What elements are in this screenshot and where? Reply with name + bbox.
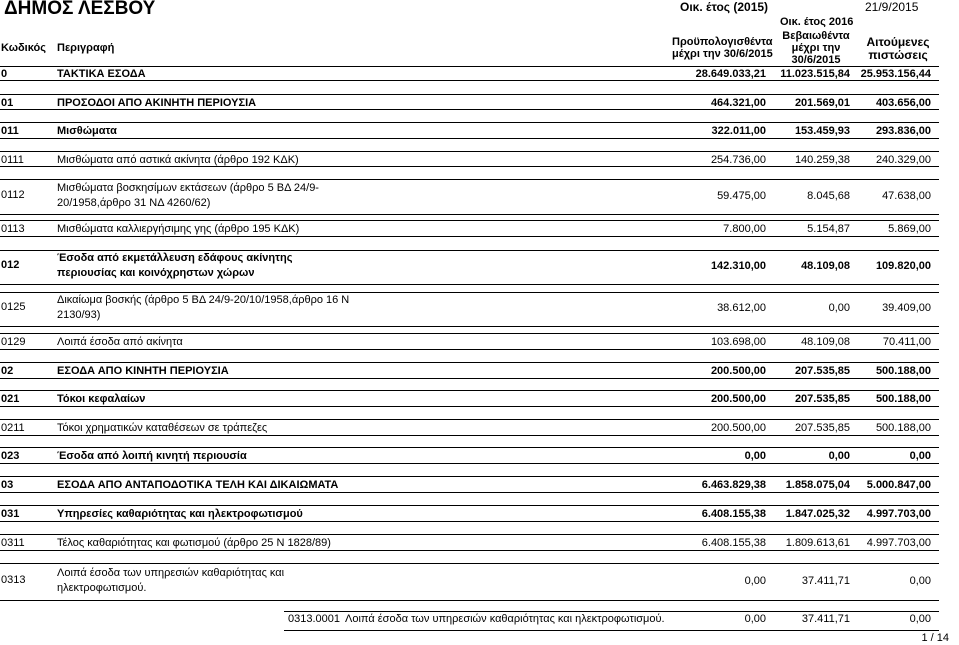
- row-requested: 403.656,00: [875, 97, 931, 109]
- row-divider: [0, 563, 939, 564]
- row-certified: 0,00: [828, 450, 850, 462]
- row-budgeted: 6.408.155,38: [701, 508, 766, 520]
- row-code: 0129: [1, 336, 26, 348]
- sub-row-budgeted: 0,00: [744, 613, 766, 625]
- row-requested: 4.997.703,00: [866, 508, 931, 520]
- row-description-line2: περιουσίας και κοινόχρηστων χώρων: [57, 267, 255, 279]
- row-requested: 25.953.156,44: [860, 68, 931, 80]
- page-number: 1 / 14: [921, 632, 949, 644]
- row-divider: [0, 250, 939, 251]
- row-code: 021: [1, 393, 20, 405]
- row-divider: [0, 292, 939, 293]
- row-description: Τέλος καθαριότητας και φωτισμού (άρθρο 25 Ν 1828/89): [57, 537, 331, 549]
- row-description-line1: Δικαίωμα βοσκής (άρθρο 5 ΒΔ 24/9-20/10/1958,άρθρο 16 Ν: [57, 294, 350, 306]
- row-code: 0111: [1, 154, 24, 166]
- row-description: Λοιπά έσοδα από ακίνητα: [57, 336, 183, 348]
- col-header-budgeted: [672, 36, 772, 60]
- row-description: Μισθώματα καλλιεργήσιμης γης (άρθρο 195 ΚΔΚ): [57, 223, 300, 235]
- row-requested: 240.329,00: [875, 154, 931, 166]
- row-divider: [0, 151, 939, 152]
- col-header-certified-line2: μέχρι την: [791, 42, 841, 54]
- row-divider: [0, 179, 939, 180]
- row-divider: [0, 600, 939, 601]
- row-requested: 500.188,00: [875, 365, 931, 377]
- row-code: 0125: [1, 301, 26, 313]
- row-certified: 11.023.515,84: [780, 68, 850, 80]
- fiscal-year-label: Οικ. έτος (2015): [680, 0, 769, 14]
- row-requested: 4.997.703,00: [866, 537, 931, 549]
- row-budgeted: 103.698,00: [710, 336, 766, 348]
- row-divider: [0, 333, 939, 334]
- row-divider: [0, 463, 939, 464]
- row-requested: 0,00: [909, 575, 931, 587]
- row-budgeted: 200.500,00: [710, 365, 766, 377]
- row-code: 01: [1, 97, 14, 109]
- row-divider: [0, 505, 939, 506]
- row-divider: [0, 236, 939, 237]
- row-code: 0113: [1, 223, 25, 235]
- col-header-budgeted-line1: Προϋπολογισθέντα: [672, 36, 773, 48]
- row-description-line2: 20/1958,άρθρο 31 ΝΔ 4260/62): [57, 197, 211, 209]
- row-divider: [0, 138, 939, 139]
- row-certified: 48.109,08: [801, 336, 850, 348]
- row-description: ΕΣΟΔΑ ΑΠΟ ΑΝΤΑΠΟΔΟΤΙΚΑ ΤΕΛΗ ΚΑΙ ΔΙΚΑΙΩΜΑΤΑ: [57, 479, 339, 491]
- row-divider: [0, 390, 939, 391]
- row-code: 0313: [1, 574, 26, 586]
- row-certified: 207.535,85: [794, 393, 850, 405]
- row-budgeted: 6.463.829,38: [701, 479, 766, 491]
- row-divider: [0, 534, 939, 535]
- row-divider: [0, 378, 939, 379]
- row-certified: 1.847.025,32: [785, 508, 850, 520]
- row-divider: [0, 66, 939, 67]
- row-budgeted: 200.500,00: [710, 393, 766, 405]
- row-code: 012: [1, 259, 20, 271]
- sub-row-certified: 37.411,71: [801, 613, 850, 625]
- row-description-line1: Έσοδα από εκμετάλλευση εδάφους ακίνητης: [57, 252, 293, 264]
- row-divider: [0, 349, 939, 350]
- row-description: Μισθώματα από αστικά ακίνητα (άρθρο 192 ΚΔΚ): [57, 154, 299, 166]
- row-budgeted: 254.736,00: [710, 154, 766, 166]
- row-requested: 500.188,00: [875, 393, 931, 405]
- row-certified: 0,00: [828, 302, 850, 314]
- row-requested: 109.820,00: [875, 260, 931, 272]
- row-requested: 500.188,00: [875, 422, 931, 434]
- row-description-line1: Λοιπά έσοδα των υπηρεσιών καθαριότητας και: [57, 567, 285, 579]
- row-certified: 140.259,38: [794, 154, 850, 166]
- row-description-line1: Μισθώματα βοσκησίμων εκτάσεων (άρθρο 5 ΒΔ 24/9-: [57, 182, 319, 194]
- row-certified: 207.535,85: [794, 422, 850, 434]
- row-divider: [0, 476, 939, 477]
- row-budgeted: 322.011,00: [711, 125, 766, 137]
- row-certified: 8.045,68: [807, 190, 850, 202]
- row-code: 023: [1, 450, 20, 462]
- row-description: ΠΡΟΣΟΔΟΙ ΑΠΟ ΑΚΙΝΗΤΗ ΠΕΡΙΟΥΣΙΑ: [57, 97, 257, 109]
- row-budgeted: 200.500,00: [710, 422, 766, 434]
- row-divider: [0, 447, 939, 448]
- row-certified: 1.858.075,04: [785, 479, 850, 491]
- row-budgeted: 59.475,00: [717, 190, 766, 202]
- row-certified: 201.569,01: [794, 97, 850, 109]
- row-code: 011: [1, 125, 19, 137]
- row-code: 03: [1, 479, 14, 491]
- row-divider: [0, 406, 939, 407]
- row-divider: [0, 80, 939, 81]
- row-requested: 39.409,00: [882, 302, 931, 314]
- col-header-budgeted-line2: μέχρι την 30/6/2015: [672, 48, 773, 60]
- row-divider: [0, 435, 939, 436]
- fiscal-year-2016: Οικ. έτος 2016: [780, 16, 854, 28]
- row-code: 0112: [1, 189, 25, 201]
- row-budgeted: 0,00: [744, 575, 766, 587]
- col-header-certified-line1: Βεβαιωθέντα: [782, 30, 850, 42]
- row-divider: [0, 166, 939, 167]
- col-header-requested-line2: πιστώσεις: [868, 48, 928, 62]
- row-requested: 0,00: [909, 450, 931, 462]
- row-description-line2: 2130/93): [57, 309, 101, 321]
- row-code: 031: [1, 508, 20, 520]
- row-divider: [0, 521, 939, 522]
- row-requested: 5.869,00: [888, 223, 931, 235]
- row-divider: [0, 492, 939, 493]
- sub-row-requested: 0,00: [909, 613, 931, 625]
- row-code: 0311: [1, 537, 25, 549]
- row-divider: [0, 220, 939, 221]
- row-requested: 70.411,00: [882, 336, 931, 348]
- row-divider: [0, 122, 939, 123]
- row-description: Τόκοι κεφαλαίων: [57, 393, 146, 405]
- row-description: Τόκοι χρηματικών καταθέσεων σε τράπεζες: [57, 422, 268, 434]
- page-title: ΔΗΜΟΣ ΛΕΣΒΟΥ: [4, 0, 156, 19]
- row-divider: [0, 94, 939, 95]
- row-code: 02: [1, 365, 14, 377]
- row-budgeted: 6.408.155,38: [701, 537, 766, 549]
- row-certified: 1.809.613,61: [785, 537, 850, 549]
- row-budgeted: 38.612,00: [717, 302, 766, 314]
- row-description: ΤΑΚΤΙΚΑ ΕΣΟΔΑ: [57, 68, 146, 80]
- row-budgeted: 0,00: [744, 450, 766, 462]
- col-header-requested-line1: Αιτούμενες: [866, 35, 930, 49]
- row-budgeted: 7.800,00: [723, 223, 766, 235]
- sub-row-description: Λοιπά έσοδα των υπηρεσιών καθαριότητας και ηλεκτροφωτισμού.: [345, 613, 665, 625]
- row-divider: [0, 419, 939, 420]
- row-code: 0: [1, 68, 8, 80]
- row-divider: [0, 284, 939, 285]
- col-header-description: Περιγραφή: [57, 42, 115, 54]
- row-budgeted: 464.321,00: [710, 97, 766, 109]
- row-budgeted: 142.310,00: [710, 260, 766, 272]
- sub-row-code: 0313.0001: [288, 613, 340, 625]
- row-divider: [0, 362, 939, 363]
- row-certified: 37.411,71: [801, 575, 850, 587]
- row-divider: [0, 550, 939, 551]
- row-divider: [0, 326, 939, 327]
- row-description: Έσοδα από λοιπή κινητή περιουσία: [57, 450, 247, 462]
- row-budgeted: 28.649.033,21: [695, 68, 766, 80]
- row-requested: 5.000.847,00: [866, 479, 931, 491]
- row-certified: 5.154,87: [807, 223, 850, 235]
- row-requested: 293.836,00: [875, 125, 931, 137]
- col-header-certified-line3: 30/6/2015: [791, 54, 841, 66]
- row-description: Υπηρεσίες καθαριότητας και ηλεκτροφωτισμού: [57, 508, 303, 520]
- row-divider: [0, 214, 939, 215]
- col-header-certified: [778, 30, 854, 66]
- row-description-line2: ηλεκτροφωτισμού.: [57, 582, 147, 594]
- row-description: Μισθώματα: [57, 125, 117, 137]
- col-header-requested: [858, 36, 938, 62]
- row-certified: 48.109,08: [801, 260, 850, 272]
- col-header-code: Κωδικός: [1, 42, 46, 54]
- row-divider: [0, 109, 939, 110]
- row-certified: 153.459,93: [794, 125, 850, 137]
- report-date: 21/9/2015: [865, 0, 919, 14]
- row-requested: 47.638,00: [882, 190, 931, 202]
- row-certified: 207.535,85: [794, 365, 850, 377]
- row-description: ΕΣΟΔΑ ΑΠΟ ΚΙΝΗΤΗ ΠΕΡΙΟΥΣΙΑ: [57, 365, 229, 377]
- row-code: 0211: [1, 422, 25, 434]
